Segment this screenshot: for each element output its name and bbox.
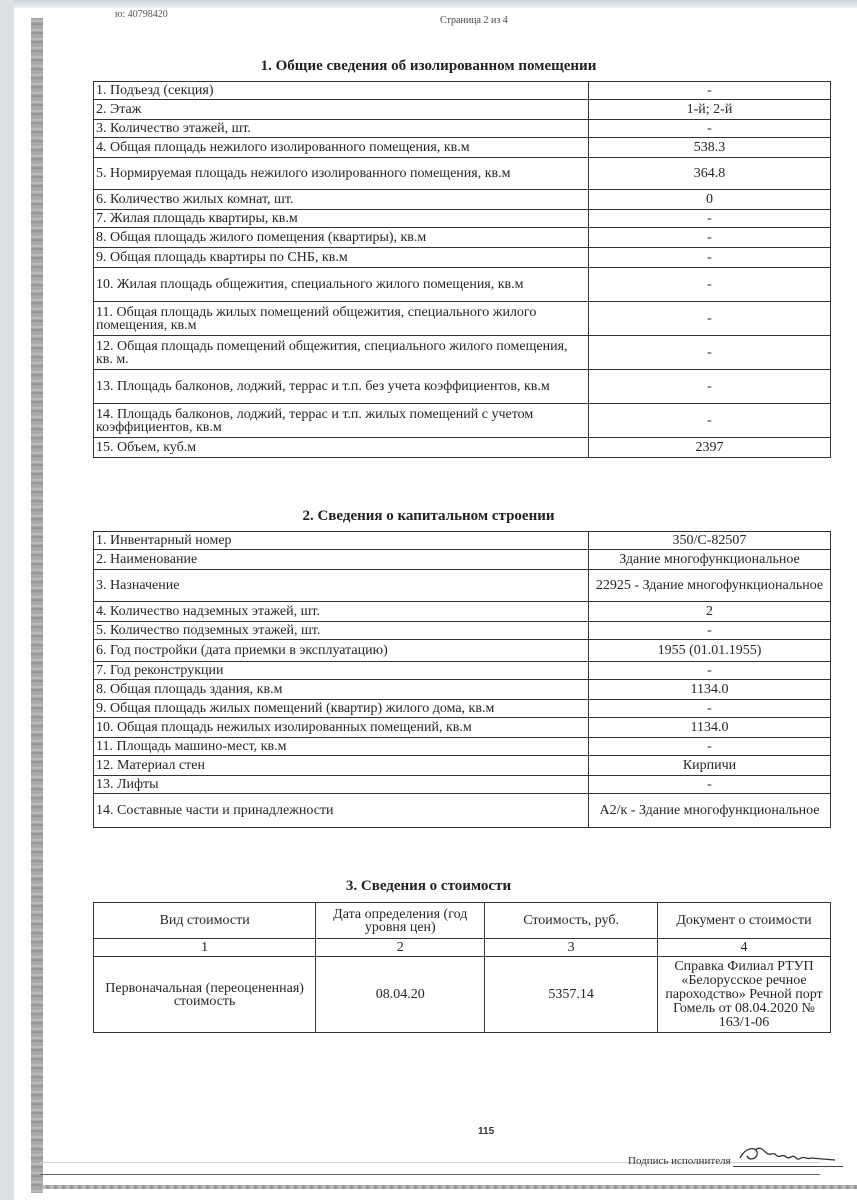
column-number: 3 <box>485 939 658 957</box>
scan-binding-shadow <box>31 18 43 1193</box>
row-value: - <box>589 776 831 794</box>
row-value: - <box>589 210 831 228</box>
table-row <box>94 550 831 570</box>
table-row <box>94 100 831 120</box>
signature-icon <box>735 1140 845 1170</box>
row-value: - <box>589 404 831 438</box>
column-number: 2 <box>316 939 485 957</box>
row-label: 11. Общая площадь жилых помещений общежития, специального жилого помещения, кв.м <box>94 302 589 336</box>
header-cell: Документ о стоимости <box>657 903 830 939</box>
scan-bottom-edge <box>40 1185 857 1189</box>
table-row <box>94 158 831 190</box>
row-value: 1-й; 2-й <box>589 100 831 120</box>
row-label: 12. Материал стен <box>94 756 589 776</box>
row-label: 3. Количество этажей, шт. <box>94 120 589 138</box>
section1-table <box>93 81 831 458</box>
table-row <box>94 120 831 138</box>
table-row <box>94 756 831 776</box>
row-value: - <box>589 738 831 756</box>
table-row <box>94 532 831 550</box>
cost-date: 08.04.20 <box>316 957 485 1033</box>
row-value: А2/к - Здание многофункциональное <box>589 794 831 828</box>
section3-title: 3. Сведения о стоимости <box>345 878 512 894</box>
table-row <box>94 190 831 210</box>
row-label: 14. Составные части и принадлежности <box>94 794 589 828</box>
section2-table <box>93 531 831 828</box>
row-value: 2 <box>589 602 831 622</box>
cost-document: Справка Филиал РТУП «Белорусское речное пароходство» Речной порт Гомель от 08.04.2020 № 163/1-06 <box>657 957 830 1033</box>
row-value: - <box>589 228 831 248</box>
row-label: 9. Общая площадь квартиры по СНБ, кв.м <box>94 248 589 268</box>
document-id: ю: 40798420 <box>115 9 168 20</box>
row-label: 13. Площадь балконов, лоджий, террас и т.п. без учета коэффициентов, кв.м <box>94 370 589 404</box>
table-row <box>94 268 831 302</box>
row-value: 350/С-82507 <box>589 532 831 550</box>
row-value: - <box>589 120 831 138</box>
row-value: 1955 (01.01.1955) <box>589 640 831 662</box>
row-value: - <box>589 700 831 718</box>
row-label: 5. Количество подземных этажей, шт. <box>94 622 589 640</box>
row-label: 10. Жилая площадь общежития, специального жилого помещения, кв.м <box>94 268 589 302</box>
row-value: - <box>589 248 831 268</box>
header-cell: Стоимость, руб. <box>485 903 658 939</box>
table-row <box>94 210 831 228</box>
row-value: Кирпичи <box>589 756 831 776</box>
table-row <box>94 404 831 438</box>
table-row <box>94 776 831 794</box>
row-label: 1. Подъезд (секция) <box>94 82 589 100</box>
page-number: 115 <box>478 1126 495 1137</box>
table-row <box>94 370 831 404</box>
scan-margin <box>0 0 14 1200</box>
table-row <box>94 957 831 1033</box>
header-cell: Вид стоимости <box>94 903 316 939</box>
table-row <box>94 622 831 640</box>
row-value: - <box>589 370 831 404</box>
row-label: 10. Общая площадь нежилых изолированных помещений, кв.м <box>94 718 589 738</box>
table-row <box>94 302 831 336</box>
row-value: - <box>589 302 831 336</box>
row-value: 1134.0 <box>589 680 831 700</box>
row-label: 8. Общая площадь здания, кв.м <box>94 680 589 700</box>
table-row <box>94 248 831 268</box>
row-label: 15. Объем, куб.м <box>94 438 589 458</box>
row-label: 9. Общая площадь жилых помещений (квартир) жилого дома, кв.м <box>94 700 589 718</box>
row-value: - <box>589 622 831 640</box>
row-label: 2. Наименование <box>94 550 589 570</box>
row-value: 1134.0 <box>589 718 831 738</box>
row-label: 8. Общая площадь жилого помещения (квартиры), кв.м <box>94 228 589 248</box>
row-label: 7. Жилая площадь квартиры, кв.м <box>94 210 589 228</box>
row-label: 6. Количество жилых комнат, шт. <box>94 190 589 210</box>
row-label: 2. Этаж <box>94 100 589 120</box>
row-label: 1. Инвентарный номер <box>94 532 589 550</box>
page-label: Страница 2 из 4 <box>440 15 508 26</box>
table-row <box>94 680 831 700</box>
column-number-row <box>94 939 831 957</box>
table-row <box>94 794 831 828</box>
cost-type: Первоначальная (переоцененная) стоимость <box>94 957 316 1033</box>
section3-table <box>93 902 831 1033</box>
table-row <box>94 602 831 622</box>
column-number: 4 <box>657 939 830 957</box>
column-number: 1 <box>94 939 316 957</box>
row-value: - <box>589 268 831 302</box>
table-header-row <box>94 903 831 939</box>
table-row <box>94 228 831 248</box>
row-label: 5. Нормируемая площадь нежилого изолированного помещения, кв.м <box>94 158 589 190</box>
row-label: 12. Общая площадь помещений общежития, специального жилого помещения, кв. м. <box>94 336 589 370</box>
row-label: 13. Лифты <box>94 776 589 794</box>
signature-label: Подпись исполнителя <box>628 1155 731 1167</box>
table-row <box>94 82 831 100</box>
table-row <box>94 718 831 738</box>
row-value: 22925 - Здание многофункциональное <box>589 570 831 602</box>
row-label: 14. Площадь балконов, лоджий, террас и т.п. жилых помещений с учетом коэффициентов, кв.м <box>94 404 589 438</box>
row-value: - <box>589 82 831 100</box>
table-row <box>94 438 831 458</box>
table-row <box>94 700 831 718</box>
table-row <box>94 138 831 158</box>
table-row <box>94 570 831 602</box>
row-value: 2397 <box>589 438 831 458</box>
row-label: 3. Назначение <box>94 570 589 602</box>
table-row <box>94 640 831 662</box>
section2-title: 2. Сведения о капитальном строении <box>302 508 555 524</box>
row-value: 0 <box>589 190 831 210</box>
row-value: - <box>589 662 831 680</box>
row-label: 4. Количество надземных этажей, шт. <box>94 602 589 622</box>
row-label: 6. Год постройки (дата приемки в эксплуатацию) <box>94 640 589 662</box>
row-value: 364.8 <box>589 158 831 190</box>
table-row <box>94 662 831 680</box>
row-value: 538.3 <box>589 138 831 158</box>
scan-top-edge <box>14 0 857 8</box>
row-label: 11. Площадь машино-мест, кв.м <box>94 738 589 756</box>
row-label: 4. Общая площадь нежилого изолированного помещения, кв.м <box>94 138 589 158</box>
row-label: 7. Год реконструкции <box>94 662 589 680</box>
table-row <box>94 738 831 756</box>
section1-title: 1. Общие сведения об изолированном помещении <box>260 58 597 74</box>
header-cell: Дата определения (год уровня цен) <box>316 903 485 939</box>
table-row <box>94 336 831 370</box>
row-value: - <box>589 336 831 370</box>
row-value: Здание многофункциональное <box>589 550 831 570</box>
cost-value: 5357.14 <box>485 957 658 1033</box>
divider <box>40 1174 820 1175</box>
